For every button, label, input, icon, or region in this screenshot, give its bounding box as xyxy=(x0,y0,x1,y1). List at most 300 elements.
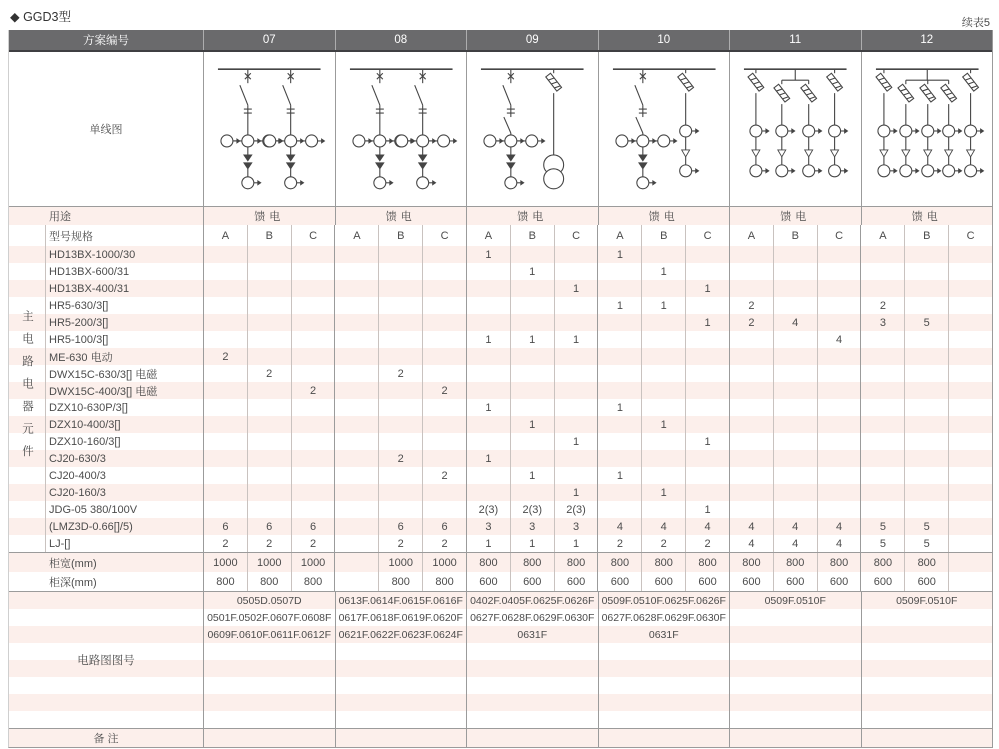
component-cell xyxy=(378,484,422,501)
component-cell xyxy=(641,467,685,484)
single-line-diagram-10 xyxy=(599,53,730,205)
component-label: HD13BX-600/31 xyxy=(49,265,130,278)
component-cell xyxy=(378,433,422,450)
component-cell xyxy=(948,331,992,348)
component-cell: 4 xyxy=(597,518,641,535)
dimension-cell: 800 xyxy=(773,553,817,572)
component-cell: 4 xyxy=(641,518,685,535)
scheme-header-cell: 09 xyxy=(466,30,598,50)
usage-cell: 馈电 xyxy=(861,207,993,225)
component-cell: 2 xyxy=(291,535,335,552)
component-cell: 5 xyxy=(904,314,948,331)
component-cell xyxy=(203,467,247,484)
component-cell xyxy=(860,331,904,348)
component-cell xyxy=(378,501,422,518)
component-cell: 3 xyxy=(860,314,904,331)
component-cell xyxy=(291,399,335,416)
circuit-cell: 0505D.0507D xyxy=(203,592,335,609)
scheme-header-cell: 11 xyxy=(729,30,861,50)
component-cell xyxy=(641,501,685,518)
component-cell xyxy=(203,297,247,314)
component-cell xyxy=(247,399,291,416)
component-cell xyxy=(860,484,904,501)
component-cell xyxy=(247,433,291,450)
circuit-cell xyxy=(203,660,335,677)
component-cell xyxy=(510,365,554,382)
component-cell: 2 xyxy=(641,535,685,552)
dimension-cell: 600 xyxy=(685,572,729,591)
component-cell xyxy=(904,416,948,433)
component-cell xyxy=(948,348,992,365)
component-cell xyxy=(685,297,729,314)
component-cell xyxy=(334,484,378,501)
dimension-cell: 1000 xyxy=(203,553,247,572)
remark-cell xyxy=(335,729,467,747)
circuit-cell: 0509F.0510F xyxy=(729,592,861,609)
component-label: CJ20-400/3 xyxy=(49,469,106,482)
component-cell xyxy=(597,433,641,450)
dimension-cell: 600 xyxy=(904,572,948,591)
component-cell xyxy=(291,246,335,263)
component-cell xyxy=(334,518,378,535)
component-cell xyxy=(247,246,291,263)
component-cell: 1 xyxy=(685,314,729,331)
dimension-cell: 800 xyxy=(247,572,291,591)
component-row xyxy=(9,246,992,263)
component-cell: 5 xyxy=(904,535,948,552)
circuit-cell xyxy=(466,643,598,660)
dimension-cell: 800 xyxy=(554,553,598,572)
component-cell xyxy=(773,399,817,416)
component-row xyxy=(9,484,992,501)
component-cell xyxy=(817,501,861,518)
component-cell xyxy=(554,246,598,263)
subcolumn-header: C xyxy=(554,225,598,246)
component-cell: 1 xyxy=(641,416,685,433)
component-cell: 3 xyxy=(554,518,598,535)
component-cell xyxy=(422,450,466,467)
component-cell: 1 xyxy=(510,331,554,348)
circuit-cell xyxy=(861,711,993,728)
component-cell xyxy=(685,263,729,280)
component-cell: 1 xyxy=(685,501,729,518)
remark-cell xyxy=(466,729,598,747)
diagram-cell-08 xyxy=(335,52,467,206)
scheme-header-cell: 12 xyxy=(861,30,993,50)
component-cell: 1 xyxy=(510,467,554,484)
component-cell xyxy=(729,348,773,365)
circuit-cell xyxy=(729,660,861,677)
component-cell xyxy=(291,501,335,518)
component-cell xyxy=(334,416,378,433)
component-cell: 2 xyxy=(860,297,904,314)
diagram-cell-10 xyxy=(598,52,730,206)
component-cell: 2 xyxy=(422,382,466,399)
component-cell xyxy=(641,433,685,450)
component-cell xyxy=(466,416,510,433)
component-cell xyxy=(378,331,422,348)
component-cell xyxy=(247,263,291,280)
component-cell xyxy=(510,450,554,467)
component-cell xyxy=(247,382,291,399)
component-cell: 1 xyxy=(554,433,598,450)
component-cell xyxy=(291,416,335,433)
component-cell: 4 xyxy=(773,535,817,552)
dimension-cell: 600 xyxy=(597,572,641,591)
component-label: CJ20-630/3 xyxy=(49,452,106,465)
component-cell xyxy=(904,331,948,348)
component-cell xyxy=(729,467,773,484)
component-cell xyxy=(247,348,291,365)
dimension-cell: 800 xyxy=(904,553,948,572)
component-cell xyxy=(597,501,641,518)
dimension-cell: 800 xyxy=(203,572,247,591)
component-cell xyxy=(247,484,291,501)
component-cell xyxy=(378,416,422,433)
component-cell xyxy=(641,314,685,331)
circuit-cell xyxy=(203,711,335,728)
component-cell xyxy=(334,433,378,450)
component-cell xyxy=(817,382,861,399)
dimension-cell: 800 xyxy=(510,553,554,572)
component-cell xyxy=(729,450,773,467)
scheme-header-cell: 08 xyxy=(335,30,467,50)
usage-row xyxy=(9,206,992,225)
subcolumn-header: A xyxy=(729,225,773,246)
component-cell: 1 xyxy=(597,467,641,484)
circuit-cell xyxy=(598,660,730,677)
circuit-cell xyxy=(729,711,861,728)
subcolumn-header: B xyxy=(510,225,554,246)
component-cell xyxy=(554,314,598,331)
component-cell xyxy=(773,348,817,365)
component-cell xyxy=(948,467,992,484)
component-cell xyxy=(597,263,641,280)
component-cell xyxy=(773,467,817,484)
dimension-cell: 800 xyxy=(729,553,773,572)
component-row xyxy=(9,518,992,535)
circuit-cell: 0627F.0628F.0629F.0630F xyxy=(598,609,730,626)
component-cell xyxy=(904,450,948,467)
component-cell: 4 xyxy=(817,518,861,535)
component-cell xyxy=(466,263,510,280)
component-row xyxy=(9,416,992,433)
component-cell xyxy=(773,280,817,297)
component-cell xyxy=(597,382,641,399)
component-cell xyxy=(203,450,247,467)
dimension-cell: 800 xyxy=(466,553,510,572)
component-label: HR5-630/3[] xyxy=(49,299,109,312)
component-cell xyxy=(773,246,817,263)
component-cell: 1 xyxy=(641,484,685,501)
component-cell xyxy=(554,365,598,382)
component-cell xyxy=(466,433,510,450)
usage-cell: 馈电 xyxy=(203,207,335,225)
component-cell xyxy=(948,263,992,280)
component-cell: 1 xyxy=(466,246,510,263)
component-cell xyxy=(203,365,247,382)
component-cell xyxy=(948,314,992,331)
component-cell xyxy=(334,263,378,280)
component-row xyxy=(9,399,992,416)
circuit-cell xyxy=(203,643,335,660)
usage-cell: 馈电 xyxy=(598,207,730,225)
circuit-cell: 0609F.0610F.0611F.0612F xyxy=(203,626,335,643)
scheme-header-label: 方案编号 xyxy=(83,35,129,47)
component-cell xyxy=(422,331,466,348)
dimension-cell: 600 xyxy=(641,572,685,591)
component-cell: 2 xyxy=(203,348,247,365)
component-cell xyxy=(203,382,247,399)
component-cell xyxy=(860,467,904,484)
component-cell xyxy=(904,246,948,263)
component-cell xyxy=(510,297,554,314)
component-cell: 2 xyxy=(729,297,773,314)
component-cell xyxy=(247,450,291,467)
circuit-cell xyxy=(335,643,467,660)
component-cell xyxy=(685,331,729,348)
circuit-cell xyxy=(861,660,993,677)
component-cell: 1 xyxy=(685,280,729,297)
component-cell xyxy=(466,297,510,314)
component-cell xyxy=(247,416,291,433)
circuit-cell: 0631F xyxy=(466,626,598,643)
usage-cell: 馈电 xyxy=(729,207,861,225)
component-cell xyxy=(729,501,773,518)
dimension-cell: 1000 xyxy=(247,553,291,572)
component-cell xyxy=(729,365,773,382)
dimension-cell: 600 xyxy=(729,572,773,591)
component-label: JDG-05 380/100V xyxy=(49,503,138,516)
component-cell xyxy=(773,450,817,467)
circuit-cell xyxy=(861,609,993,626)
component-cell: 1 xyxy=(597,246,641,263)
dimension-cell: 800 xyxy=(685,553,729,572)
circuit-cell xyxy=(466,660,598,677)
component-cell xyxy=(948,382,992,399)
component-label: DWX15C-630/3[] 电磁 xyxy=(49,368,158,381)
component-cell xyxy=(203,246,247,263)
component-cell xyxy=(685,467,729,484)
component-cell xyxy=(817,467,861,484)
components-block xyxy=(9,225,992,552)
component-cell xyxy=(641,450,685,467)
component-cell xyxy=(422,314,466,331)
component-cell xyxy=(860,433,904,450)
component-cell xyxy=(378,348,422,365)
spec-table xyxy=(8,30,993,748)
component-label: CJ20-160/3 xyxy=(49,486,106,499)
component-cell xyxy=(334,450,378,467)
component-cell: 6 xyxy=(422,518,466,535)
component-cell xyxy=(247,297,291,314)
component-cell: 5 xyxy=(860,535,904,552)
component-cell: 4 xyxy=(729,535,773,552)
component-cell xyxy=(904,297,948,314)
component-cell xyxy=(510,314,554,331)
circuit-cell xyxy=(861,694,993,711)
component-cell xyxy=(948,399,992,416)
component-cell xyxy=(291,365,335,382)
spec-header-row xyxy=(9,225,992,246)
component-cell xyxy=(203,416,247,433)
component-cell xyxy=(904,382,948,399)
component-cell xyxy=(554,467,598,484)
component-cell xyxy=(597,280,641,297)
component-cell: 2 xyxy=(597,535,641,552)
component-cell: 4 xyxy=(817,331,861,348)
circuit-cell xyxy=(203,694,335,711)
component-cell: 6 xyxy=(378,518,422,535)
diagram-cell-09 xyxy=(466,52,598,206)
subcolumn-header: C xyxy=(422,225,466,246)
side-label: 主电路电器元件 xyxy=(21,309,33,468)
component-cell xyxy=(510,399,554,416)
dimension-cell xyxy=(948,553,992,572)
component-cell xyxy=(510,348,554,365)
component-cell xyxy=(948,297,992,314)
component-cell xyxy=(554,450,598,467)
component-cell: 2 xyxy=(422,467,466,484)
component-cell xyxy=(817,314,861,331)
circuit-cell xyxy=(598,643,730,660)
component-cell xyxy=(334,365,378,382)
component-cell: 1 xyxy=(510,263,554,280)
component-cell: 5 xyxy=(904,518,948,535)
component-cell xyxy=(378,382,422,399)
component-cell xyxy=(422,348,466,365)
component-cell xyxy=(291,484,335,501)
component-cell xyxy=(948,535,992,552)
dimension-cell: 600 xyxy=(860,572,904,591)
component-cell xyxy=(422,416,466,433)
circuit-cell xyxy=(598,711,730,728)
cabinet-depth-row xyxy=(9,572,992,591)
component-cell xyxy=(466,314,510,331)
component-cell: 2 xyxy=(203,535,247,552)
component-cell xyxy=(860,450,904,467)
subcolumn-header: B xyxy=(641,225,685,246)
component-cell xyxy=(904,280,948,297)
component-cell xyxy=(203,484,247,501)
dimension-cell xyxy=(948,572,992,591)
component-cell xyxy=(422,280,466,297)
component-cell: 2 xyxy=(422,535,466,552)
single-line-diagram-row xyxy=(9,52,992,206)
continuation-note: 续表5 xyxy=(961,17,990,29)
circuit-cell xyxy=(861,677,993,694)
component-cell xyxy=(597,416,641,433)
dimension-cell: 800 xyxy=(378,572,422,591)
component-cell: 1 xyxy=(510,535,554,552)
circuit-cell xyxy=(466,677,598,694)
component-label: HD13BX-1000/30 xyxy=(49,248,136,261)
remark-cell xyxy=(861,729,993,747)
dimension-cell: 1000 xyxy=(291,553,335,572)
component-cell: 3 xyxy=(466,518,510,535)
component-cell: 4 xyxy=(773,518,817,535)
title-bar xyxy=(0,0,999,30)
component-cell xyxy=(510,246,554,263)
dimension-cell xyxy=(334,553,378,572)
component-cell xyxy=(203,501,247,518)
dimension-label: 柜深(mm) xyxy=(49,576,97,589)
component-cell xyxy=(685,246,729,263)
component-cell xyxy=(334,280,378,297)
component-cell: 6 xyxy=(247,518,291,535)
component-label: ME-630 电动 xyxy=(49,351,113,364)
component-cell xyxy=(597,314,641,331)
component-cell xyxy=(904,501,948,518)
component-row xyxy=(9,382,992,399)
component-cell xyxy=(247,280,291,297)
circuit-cell xyxy=(729,694,861,711)
component-cell: 4 xyxy=(729,518,773,535)
circuit-section xyxy=(9,591,992,728)
diagram-cell-07 xyxy=(203,52,335,206)
usage-cell: 馈电 xyxy=(335,207,467,225)
component-cell xyxy=(422,263,466,280)
component-cell xyxy=(554,399,598,416)
component-cell xyxy=(729,484,773,501)
component-row xyxy=(9,263,992,280)
component-cell xyxy=(334,246,378,263)
component-row xyxy=(9,433,992,450)
component-cell xyxy=(729,331,773,348)
dimension-cell xyxy=(334,572,378,591)
circuit-cell xyxy=(335,711,467,728)
component-cell xyxy=(597,484,641,501)
component-cell xyxy=(203,280,247,297)
component-cell xyxy=(773,416,817,433)
single-line-diagram-12 xyxy=(862,53,993,205)
circuit-cell xyxy=(861,643,993,660)
component-label: (LMZ3D-0.66[]/5) xyxy=(49,520,133,533)
component-cell xyxy=(685,365,729,382)
component-cell: 2(3) xyxy=(554,501,598,518)
circuit-cell: 0631F xyxy=(598,626,730,643)
circuit-cell: 0509F.0510F xyxy=(861,592,993,609)
component-row xyxy=(9,467,992,484)
single-line-diagram-07 xyxy=(204,53,335,205)
component-cell xyxy=(291,280,335,297)
dimension-cell: 600 xyxy=(466,572,510,591)
dimension-cell: 600 xyxy=(554,572,598,591)
component-cell xyxy=(203,399,247,416)
circuit-cell xyxy=(335,694,467,711)
component-cell xyxy=(948,280,992,297)
dimension-cell: 600 xyxy=(773,572,817,591)
subcolumn-header: C xyxy=(685,225,729,246)
component-cell: 1 xyxy=(466,535,510,552)
component-cell xyxy=(904,433,948,450)
subcolumn-header: C xyxy=(948,225,992,246)
component-cell xyxy=(773,331,817,348)
component-row xyxy=(9,348,992,365)
component-cell: 1 xyxy=(554,484,598,501)
component-cell: 2(3) xyxy=(466,501,510,518)
single-line-diagram-11 xyxy=(730,53,861,205)
single-line-diagram-09 xyxy=(467,53,598,205)
component-cell xyxy=(817,484,861,501)
component-cell xyxy=(904,348,948,365)
component-cell xyxy=(773,382,817,399)
component-cell xyxy=(291,263,335,280)
component-cell xyxy=(422,297,466,314)
component-cell xyxy=(422,501,466,518)
component-cell xyxy=(860,246,904,263)
component-row xyxy=(9,365,992,382)
